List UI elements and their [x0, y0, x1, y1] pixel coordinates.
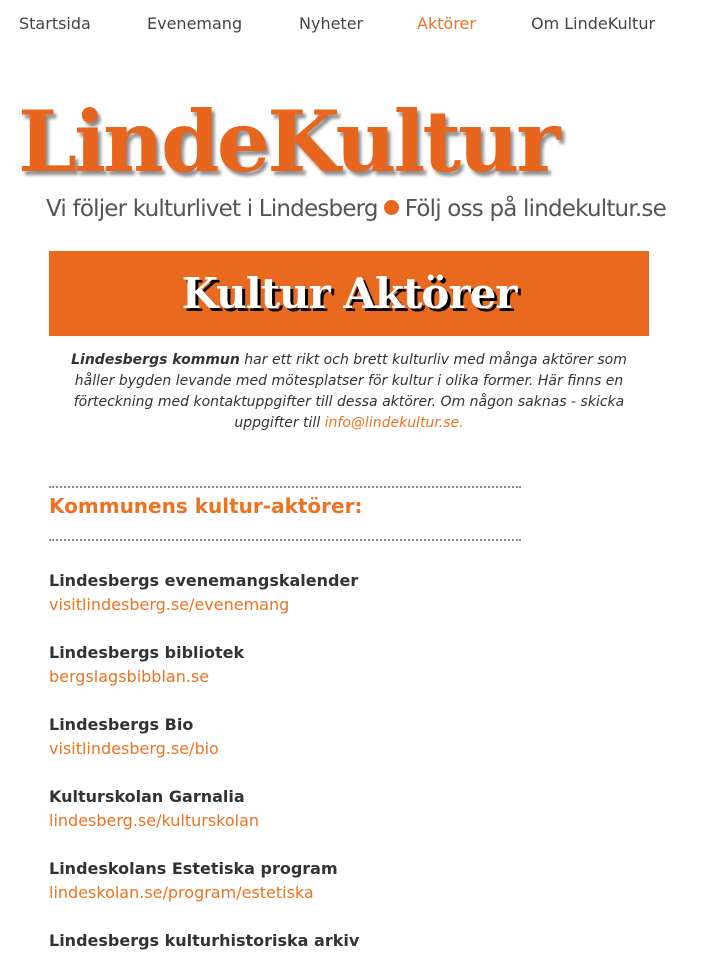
nav-evenemang[interactable]: Evenemang [147, 14, 243, 33]
actor-item [49, 569, 669, 617]
actor-item [49, 929, 669, 953]
banner-title: Kultur Aktörer [181, 269, 517, 318]
actor-item [49, 641, 669, 689]
contact-email-link[interactable]: info@lindekultur.se. [324, 415, 464, 431]
actor-item [49, 713, 669, 761]
actor-name: Lindesbergs bibliotek [49, 643, 245, 662]
nav-nyheter[interactable]: Nyheter [299, 14, 364, 33]
top-nav [0, 14, 701, 38]
actor-link[interactable]: visitlindesberg.se/evenemang [49, 595, 290, 614]
intro-bold: Lindesbergs kommun [71, 352, 240, 368]
actor-item [49, 857, 669, 905]
actor-link[interactable]: visitlindesberg.se/bio [49, 739, 219, 758]
actor-name: Lindeskolans Estetiska program [49, 859, 338, 878]
actor-link[interactable]: bergslagsbibblan.se [49, 667, 210, 686]
actor-name: Kulturskolan Garnalia [49, 787, 245, 806]
actor-name: Lindesbergs Bio [49, 715, 194, 734]
actor-name: Lindesbergs evenemangskalender [49, 571, 359, 590]
intro-body: har ett rikt och brett kulturliv med många aktörer som håller bygden levande med mötesplatser för kultur i olika former. Här finns en förteckning med kontaktuppgifter till dessa aktörer. Om någon saknas - skicka uppgifter till [73, 352, 627, 431]
nav-om-lindekultur[interactable]: Om LindeKultur [531, 14, 656, 33]
nav-aktorer[interactable]: Aktörer [417, 14, 476, 33]
actor-name: Lindesbergs kulturhistoriska arkiv [49, 931, 360, 950]
tagline-right: Följ oss på lindekultur.se [404, 196, 666, 222]
section-title: Kommunens kultur-aktörer: [49, 494, 363, 518]
page-banner [49, 251, 649, 336]
tagline-left: Vi följer kulturlivet i Lindesberg [46, 196, 378, 222]
nav-startsida[interactable]: Startsida [19, 14, 91, 33]
dotted-divider-top [49, 474, 521, 488]
actor-item [49, 785, 669, 833]
actor-link[interactable]: lindeskolan.se/program/estetiska [49, 883, 314, 902]
site-logo[interactable] [18, 92, 686, 232]
logo-tagline [46, 196, 666, 222]
intro-text [60, 350, 638, 434]
actor-link[interactable]: lindesberg.se/kulturskolan [49, 811, 260, 830]
dotted-divider-bottom [49, 527, 521, 541]
bullet-dot-icon [384, 200, 399, 215]
logo-title: LindeKultur [18, 92, 558, 191]
